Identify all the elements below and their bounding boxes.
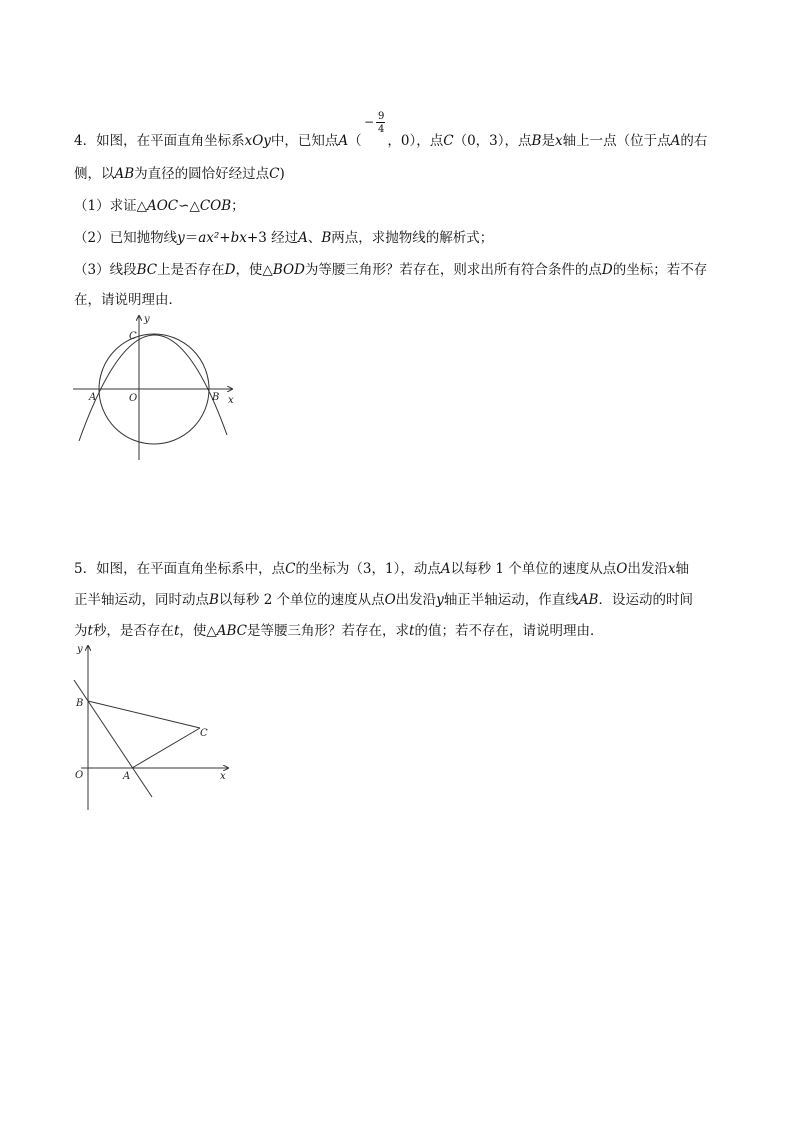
math: xOy <box>244 133 271 149</box>
math: C <box>285 561 296 577</box>
parabola <box>79 335 227 441</box>
math: B <box>209 592 219 608</box>
text: 是等腰三角形？若存在，求 <box>247 623 410 639</box>
math: ABC <box>216 623 248 639</box>
label-point-a: A <box>89 392 97 403</box>
text: 以每秒 1 个单位的速度从点 <box>450 561 617 577</box>
text: 的坐标；若不存 <box>612 262 708 278</box>
label-point-b: B <box>212 392 220 403</box>
text: ＝ <box>184 230 199 246</box>
label-x-axis: x <box>228 395 234 406</box>
text: 是 <box>541 133 555 149</box>
text: 5．如图，在平面直角坐标系中，点 <box>74 561 286 577</box>
math: COB <box>199 198 232 214</box>
text: 出发沿 <box>395 592 437 608</box>
text: 4．如图，在平面直角坐标系 <box>74 133 245 149</box>
text: 为等腰三角形？若存在，则求出所有符合条件的点 <box>304 262 602 278</box>
math: AB <box>114 166 135 182</box>
math: A <box>298 230 308 246</box>
line-ab <box>74 680 152 797</box>
math: D <box>601 262 613 278</box>
fraction-denominator: 4 <box>378 124 385 135</box>
text: ，使△ <box>235 262 273 278</box>
text: ) <box>279 166 285 182</box>
label-point-c: C <box>129 331 137 342</box>
math: BC <box>136 262 158 278</box>
text: （2）已知抛物线 <box>74 230 178 246</box>
text: ∽△ <box>178 198 200 214</box>
label-y-axis: y <box>144 314 150 325</box>
text: 上是否存在 <box>157 262 225 278</box>
problem-4-question-1 <box>74 197 245 215</box>
text: 的坐标为（3，1），动点 <box>295 561 441 577</box>
problem-5-figure <box>66 640 236 815</box>
text: 轴上一点（位于点 <box>562 133 671 149</box>
text: 侧，以 <box>74 166 115 182</box>
label-origin-o: O <box>129 393 138 404</box>
text: 秒，是否存在 <box>92 623 174 639</box>
problem-5-line-1 <box>74 560 689 578</box>
text: 以每秒 2 个单位的速度从点 <box>218 592 385 608</box>
text: （1）求证△ <box>74 198 147 214</box>
text: 轴正半轴运动，作直线 <box>443 592 579 608</box>
text: ．设运动的时间 <box>598 592 693 608</box>
math: y <box>177 230 185 246</box>
math: x <box>667 561 676 577</box>
text: （3）线段 <box>74 262 137 278</box>
text: （ ，0），点 <box>348 133 444 149</box>
problem-4-question-2 <box>74 229 493 247</box>
text: 的值；若不存在，请说明理由． <box>414 623 604 639</box>
text: 中，已知点 <box>270 133 339 149</box>
problem-5-line-3 <box>74 622 603 640</box>
math: C <box>443 133 454 149</box>
fraction-minus: − <box>364 115 375 129</box>
math: AB <box>578 592 599 608</box>
segment-ac <box>132 728 200 768</box>
math: x <box>554 133 563 149</box>
fraction-bar <box>376 122 385 123</box>
fraction-numerator: 9 <box>378 111 385 122</box>
math: A <box>670 133 681 149</box>
segment-bc <box>88 701 200 728</box>
text: 两点，求抛物线的解析式； <box>331 230 494 246</box>
text: （0，3），点 <box>453 133 532 149</box>
text: 为直径的圆恰好经过点 <box>134 166 270 182</box>
problem-4-line-end <box>74 291 182 309</box>
problem-4-line-1 <box>74 132 707 150</box>
text: +3 经过 <box>246 230 299 246</box>
text: 正半轴运动，同时动点 <box>74 592 209 608</box>
label-x-axis: x <box>220 771 226 782</box>
problem-4-question-3 <box>74 261 707 279</box>
math: t <box>173 623 180 639</box>
math: ax²+bx <box>198 230 247 246</box>
math: y <box>436 592 444 608</box>
math: D <box>224 262 236 278</box>
text: ； <box>231 198 245 214</box>
math: C <box>269 166 280 182</box>
label-y-axis: y <box>77 644 83 655</box>
math: O <box>384 592 396 608</box>
math: AOC <box>146 198 179 214</box>
text: 轴 <box>675 561 689 577</box>
math: A <box>440 561 451 577</box>
text: 为 <box>74 623 88 639</box>
problem-5-line-2 <box>74 591 693 609</box>
text: ，使△ <box>179 623 217 639</box>
math: A <box>338 133 349 149</box>
math: BOD <box>272 262 305 278</box>
text: 在，请说明理由． <box>74 292 182 308</box>
label-point-c: C <box>200 728 208 739</box>
text: 、 <box>307 230 322 246</box>
label-origin-o: O <box>75 770 84 781</box>
label-point-a: A <box>123 771 131 782</box>
problem-4-line-2 <box>74 165 285 183</box>
text: 出发沿 <box>627 561 668 577</box>
label-point-b: B <box>76 698 84 709</box>
math: t <box>87 623 93 639</box>
problem-4-figure <box>70 310 245 470</box>
math: B <box>531 133 542 149</box>
text: 的右 <box>680 133 708 149</box>
math: t <box>409 623 415 639</box>
math: B <box>321 230 332 246</box>
math: O <box>616 561 628 577</box>
